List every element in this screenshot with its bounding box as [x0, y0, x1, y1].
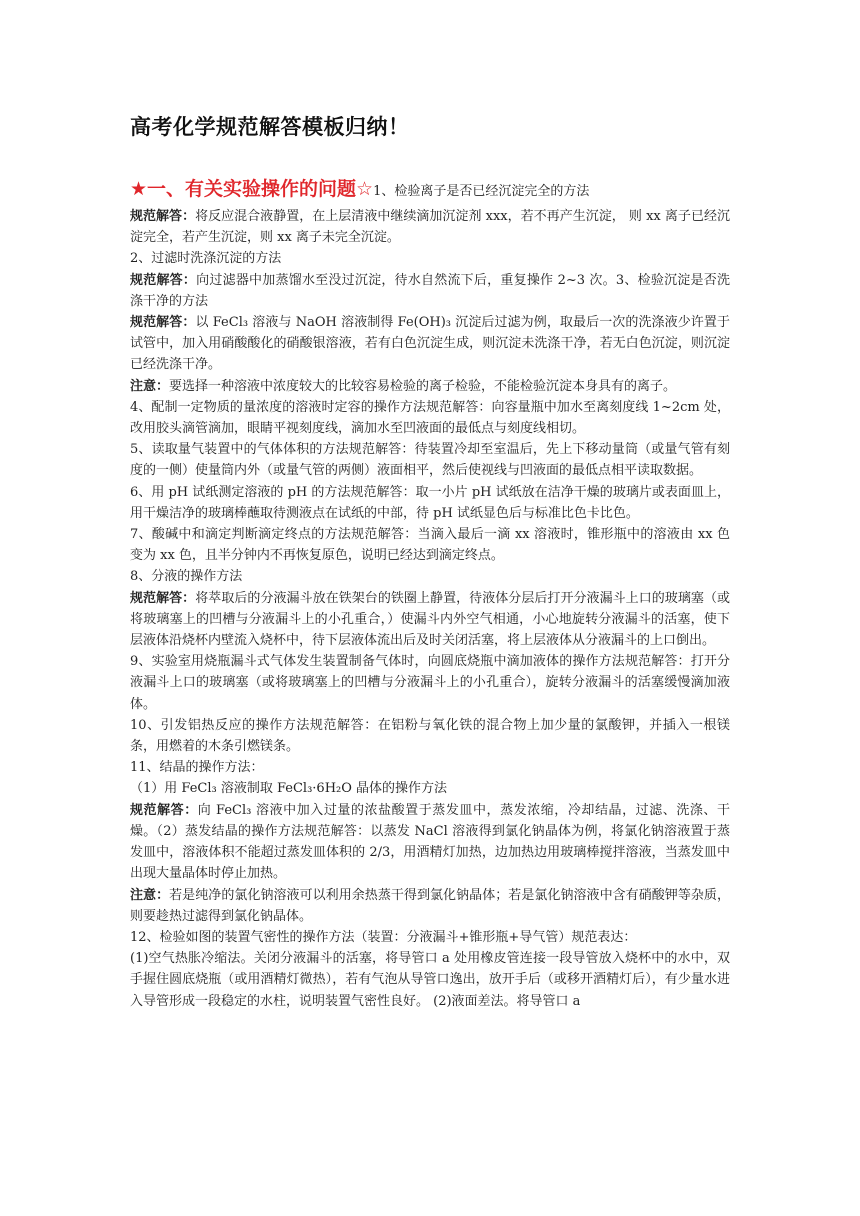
- paragraph-text: 7、酸碱中和滴定判断滴定终点的方法规范解答：当滴入最后一滴 xx 溶液时，锥形瓶中的溶液由 xx 色变为 xx 色，且半分钟内不再恢复原色，说明已经达到滴定终点。: [130, 527, 730, 564]
- page-title: 高考化学规范解答模板归纳！: [130, 115, 410, 139]
- paragraph-label: 注意：: [130, 887, 170, 903]
- paragraph-label: 规范解答：: [130, 315, 196, 331]
- paragraph: [130, 270, 730, 312]
- paragraph: [130, 757, 730, 778]
- paragraph-text: 11、结晶的操作方法：: [130, 760, 264, 776]
- paragraph-text: 8、分液的操作方法: [130, 569, 243, 585]
- paragraph: [130, 948, 730, 1012]
- paragraph: [130, 588, 730, 652]
- paragraph-label: 规范解答：: [130, 272, 197, 288]
- paragraph-text: （1）用 FeCl₃ 溶液制取 FeCl₃·6H₂O 晶体的操作方法: [130, 781, 448, 797]
- paragraph: [130, 524, 730, 566]
- paragraph-label: 规范解答：: [130, 802, 198, 818]
- section-heading: [130, 174, 730, 204]
- paragraph: [130, 397, 730, 439]
- paragraph: [130, 482, 730, 524]
- paragraph-text: 9、实验室用烧瓶漏斗式气体发生装置制备气体时，向圆底烧瓶中滴加液体的操作方法规范解答：打开分液漏斗上口的玻璃塞（或将玻璃塞上的凹槽与分液漏斗上的小孔重合），旋转分液漏斗的活塞缓慢滴加液体。: [130, 654, 730, 712]
- paragraph-text: 向过滤器中加蒸馏水至没过沉淀，待水自然流下后，重复操作 2~3 次。3、检验沉淀是否洗涤干净的方法: [130, 272, 730, 309]
- paragraph-text: 以 FeCl₃ 溶液与 NaOH 溶液制得 Fe(OH)₃ 沉淀后过滤为例，取最后一次的洗涤液少许置于试管中，加入用硝酸酸化的硝酸银溶液，若有白色沉淀生成，则沉淀未洗涤干净，若无白色沉淀，则沉淀已经洗涤干净。: [130, 315, 730, 373]
- paragraph-label: 规范解答：: [130, 590, 196, 606]
- paragraph: [130, 206, 730, 248]
- section-heading-subtopic: 1、检验离子是否已经沉淀完全的方法: [373, 184, 590, 199]
- paragraph-label: 规范解答：: [130, 209, 196, 224]
- paragraph: [130, 566, 730, 587]
- paragraph-text: 向 FeCl₃ 溶液中加入过量的浓盐酸置于蒸发皿中，蒸发浓缩，冷却结晶，过滤、洗涤、干燥。（2）蒸发结晶的操作方法规范解答：以蒸发 NaCl 溶液得到氯化钠晶体为例，将氯化钠溶液置于蒸发皿中，溶液体积不能超过蒸发皿体积的 2/3，用酒精灯加热，边加热边用玻璃棒搅拌溶液，当蒸发皿中出现大量晶体时停止加热。: [130, 802, 730, 882]
- paragraph-label: 注意：: [130, 378, 170, 394]
- paragraph-text: 要选择一种溶液中浓度较大的比较容易检验的离子检验，不能检验沉淀本身具有的离子。: [169, 378, 677, 394]
- paragraph-text: 10、引发铝热反应的操作方法规范解答：在铝粉与氧化铁的混合物上加少量的氯酸钾，并插入一根镁条，用燃着的木条引燃镁条。: [130, 717, 730, 755]
- document-body: [130, 206, 730, 1012]
- document-page: [130, 112, 730, 1012]
- paragraph-text: 4、配制一定物质的量浓度的溶液时定容的操作方法规范解答：向容量瓶中加水至离刻度线 1~2cm 处，改用胶头滴管滴加，眼睛平视刻度线，滴加水至凹液面的最低点与刻度线相切。: [130, 399, 730, 437]
- paragraph: [130, 885, 730, 927]
- paragraph-text: 5、读取量气装置中的气体体积的方法规范解答：待装置冷却至室温后，先上下移动量筒（或量气管有刻度的一侧）使量筒内外（或量气管的两侧）液面相平，然后使视线与凹液面的最低点相平读取数据。: [130, 442, 730, 479]
- section-heading-label: ★一、有关实验操作的问题☆: [130, 178, 374, 200]
- paragraph: [130, 778, 730, 799]
- paragraph: [130, 715, 730, 757]
- paragraph-text: 若是纯净的氯化钠溶液可以利用余热蒸干得到氯化钠晶体；若是氯化钠溶液中含有硝酸钾等杂质，则要趁热过滤得到氯化钠晶体。: [130, 887, 730, 924]
- paragraph: [130, 800, 730, 885]
- paragraph-text: 将反应混合液静置，在上层清液中继续滴加沉淀剂 xxx，若不再产生沉淀， 则 xx 离子已经沉淀完全，若产生沉淀，则 xx 离子未完全沉淀。: [130, 209, 730, 246]
- paragraph: [130, 439, 730, 481]
- paragraph-text: 12、检验如图的装置气密性的操作方法（装置：分液漏斗+锥形瓶+导气管）规范表达：: [130, 929, 637, 945]
- paragraph: [130, 927, 730, 948]
- paragraph-text: 将萃取后的分液漏斗放在铁架台的铁圈上静置，待液体分层后打开分液漏斗上口的玻璃塞（或将玻璃塞上的凹槽与分液漏斗上的小孔重合，）使漏斗内外空气相通，小心地旋转分液漏斗的活塞，使下层液体沿烧杯内壁流入烧杯中，待下层液体流出后及时关闭活塞，将上层液体从分液漏斗的上口倒出。: [130, 590, 730, 649]
- paragraph: [130, 651, 730, 715]
- paragraph: [130, 248, 730, 269]
- paragraph: [130, 312, 730, 376]
- paragraph-text: 2、过滤时洗涤沉淀的方法: [130, 251, 282, 267]
- paragraph-text: (1)空气热胀冷缩法。关闭分液漏斗的活塞，将导管口 a 处用橡皮管连接一段导管放入烧杯中的水中，双手握住圆底烧瓶（或用酒精灯微热），若有气泡从导管口逸出，放开手后（或移开酒精灯后），有少量水进入导管形成一段稳定的水柱，说明装置气密性良好。 (2)液面差法。将导管口 a: [130, 951, 730, 1009]
- paragraph: [130, 376, 730, 397]
- paragraph-text: 6、用 pH 试纸测定溶液的 pH 的方法规范解答：取一小片 pH 试纸放在洁净干燥的玻璃片或表面皿上，用干燥洁净的玻璃棒蘸取待测液点在试纸的中部，待 pH 试纸显色后与标准比色卡比色。: [130, 484, 730, 521]
